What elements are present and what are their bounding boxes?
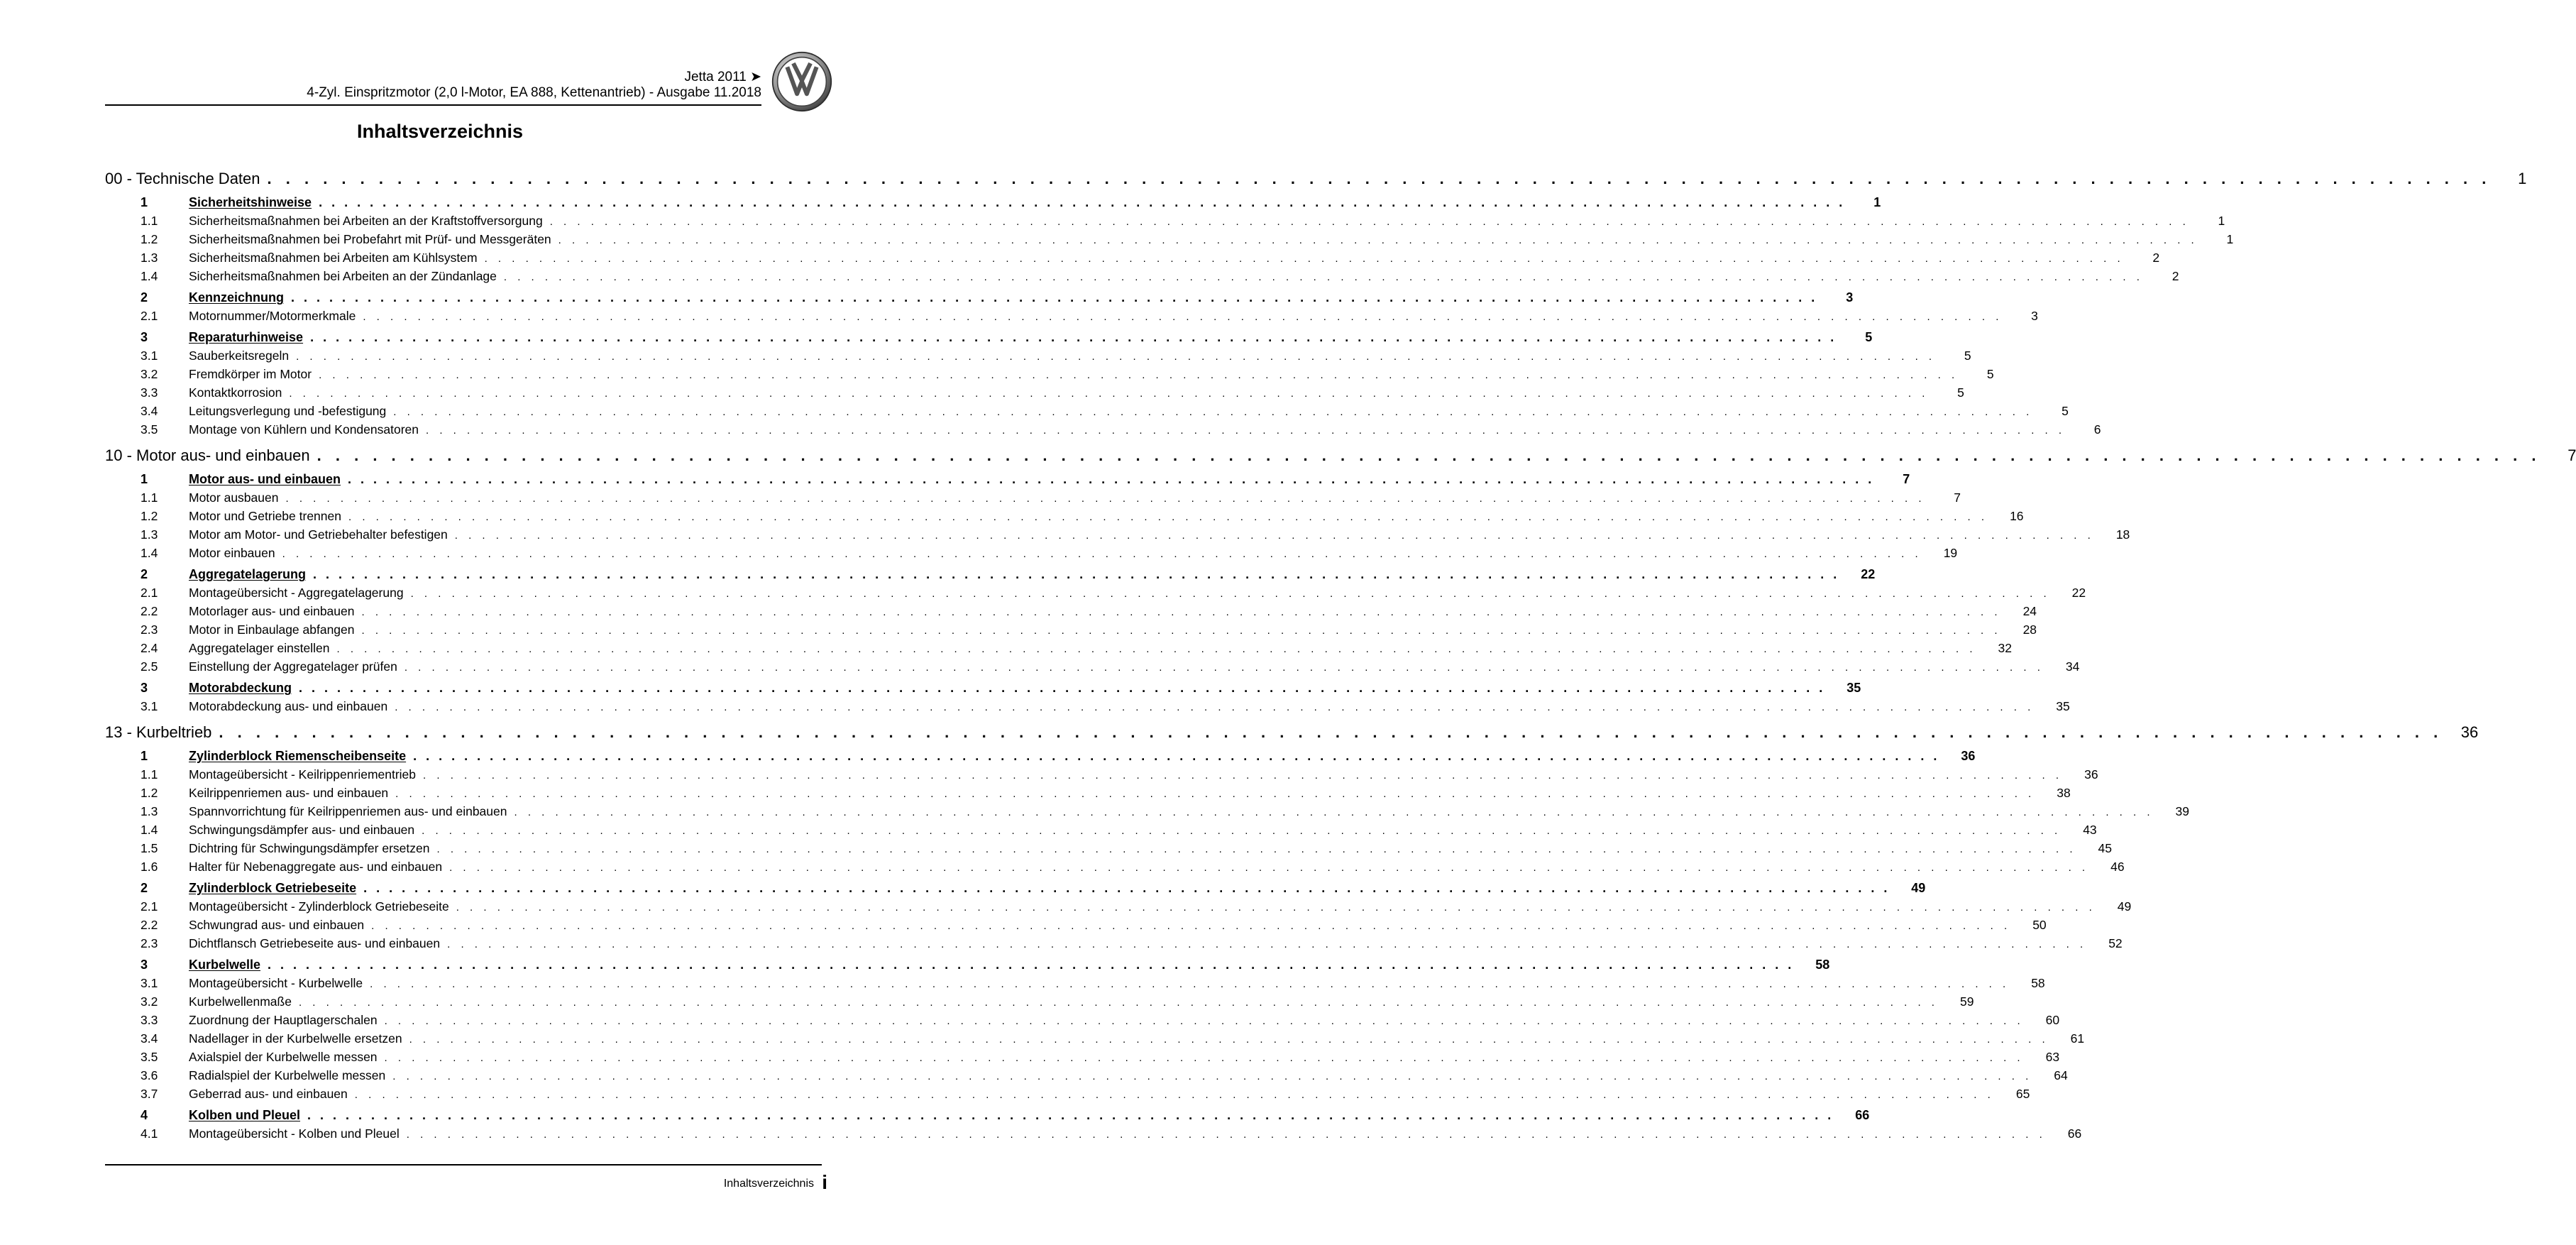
toc-dot-leader: . . . . . . . . . . . . . . . . . . . . . . . . . . . . . . . . . . . . . . . . . . . . . . . . . . . . . . . . . . . . . . . . . . . . . . . . . . . . . . . . . . . . . . . . . . . . . . . . . . . . . . . . . . . . . . . . . . . . . . . . [282,548,1922,560]
toc-subsection-row[interactable] [105,784,2071,802]
toc-dot-leader: . . . . . . . . . . . . . . . . . . . . . . . . . . . . . . . . . . . . . . . . . . . . . . . . . . . . . . . . . . . . . . . . . . . . . . . . . . . . . . . . . . . . . . . . . . . . . . . . . . . . . . . . . . . . . . . . . . . . . . . . [361,606,2002,618]
toc-entry-title: Fremdkörper im Motor [189,367,312,381]
toc-entry-number: 3.2 [141,367,158,381]
toc-entry-title: Motorlager aus- und einbauen [189,604,355,618]
toc-entry-number: 3.6 [141,1068,158,1082]
toc-subsection-row[interactable] [105,657,2080,676]
toc-subsection-row[interactable] [105,420,2101,439]
toc-dot-leader: . . . . . . . . . . . . . . . . . . . . . . . . . . . . . . . . . . . . . . . . . . . . . . . . . . . . . . . . . . . . . . . . . . . . . . . . . . . . . . . . . . . . . . . . . . . . . . . . . . . . . . . . . . . . . . . . . . . . . . . . [313,567,1840,581]
toc-entry-title: Zylinderblock Getriebeseite [189,881,357,895]
toc-section-row[interactable] [105,193,1881,212]
toc-entry-title: Sicherheitsmaßnahmen bei Arbeiten an der Kraftstoffversorgung [189,214,543,228]
toc-dot-leader: . . . . . . . . . . . . . . . . . . . . . . . . . . . . . . . . . . . . . . . . . . . . . . . . . . . . . . . . . . . . . . . . . . . . . . . . . . . . . . . . . . . . . . . . . . . . . . . . . . . . . . . . . . . . . . . . . . . . . . . . [558,234,2198,246]
toc-dot-leader: . . . . . . . . . . . . . . . . . . . . . . . . . . . . . . . . . . . . . . . . . . . . . . . . . . . . . . . . . . . . . . . . . . . . . . . . . . . . . . . . . . . . . . . . . . . . . . . . . . . . . . . . . . . . . . . . . . . . . . . . [423,769,2063,781]
toc-dot-leader: . . . . . . . . . . . . . . . . . . . . . . . . . . . . . . . . . . . . . . . . . . . . . . . . . . . . . . . . . . . . . . . . . . . . . . . . . . . . . . . . . . . . . . . . . . . . . . . . . . . . . . . . . . . . . . . . . . . . . . . . [395,788,2035,800]
toc-subsection-row[interactable] [105,1029,2085,1048]
toc-section-row[interactable] [105,328,1873,346]
toc-dot-leader: . . . . . . . . . . . . . . . . . . . . . . . . . . . . . . . . . . . . . . . . . . . . . . . . . . . . . . . . . . . . . . . . . . . . . . . . . . . . . . . . . . . . . . . . . . . . . . . . . . . . . . . . . . . . . . . . . . . . . . . . [361,625,2002,637]
toc-entry-title: Zylinderblock Riemenscheibenseite [189,749,407,763]
toc-subsection-row[interactable] [105,1011,2060,1029]
toc-entry-title: Axialspiel der Kurbelwelle messen [189,1050,378,1064]
toc-entry-number: 1.5 [141,841,158,855]
toc-dot-leader: . . . . . . . . . . . . . . . . . . . . . . . . . . . . . . . . . . . . . . . . . . . . . . . . . . . . . . . . . . . . . . . . . . . . . . . . . . . . . . . . . . . . . . . . . . . . . . . . . . . . . . . . . . . . . . . . . . . . . . . . [447,938,2087,950]
toc-dot-leader: . . . . . . . . . . . . . . . . . . . . . . . . . . . . . . . . . . . . . . . . . . . . . . . . . . . . . . . . . . . . . . . . . . . . . . . . . . . . . . . . . . . . . . . . . . . . . . . . . . . . . . . . . . . . . . . . . . . . . . . . [392,1070,2032,1082]
toc-entry-number: 2 [141,567,148,581]
toc-entry-number: 3.3 [141,385,158,400]
toc-entry-page: 5 [1865,330,1873,344]
toc-entry-number: 1 [141,749,148,763]
toc-entry-title: Montageübersicht - Kolben und Pleuel [189,1126,400,1141]
toc-section-row[interactable] [105,470,1910,488]
toc-subsection-row[interactable] [105,602,2037,620]
toc-entry-page: 5 [1964,349,1971,363]
toc-entry-page: 43 [2083,823,2097,837]
toc-entry-number: 3.1 [141,976,158,990]
toc-entry-number: 2 [141,290,148,305]
footer-divider [105,1164,822,1166]
toc-entry-number: 1.4 [141,823,158,837]
toc-dot-leader: . . . . . . . . . . . . . . . . . . . . . . . . . . . . . . . . . . . . . . . . . . . . . . . . . . . . . . . . . . . . . . . . . . . . . . . . . . . . . . . . . . . . . . . . . . . . . . . . . . . . . . . . . . . . . . . . . . . . . . . . [371,920,2011,932]
toc-subsection-row[interactable] [105,974,2045,992]
toc-entry-page: 32 [1998,641,2013,655]
toc-entry-title: Radialspiel der Kurbelwelle messen [189,1068,386,1082]
toc-dot-leader: . . . . . . . . . . . . . . . . . . . . . . . . . . . . . . . . . . . . . . . . . . . . . . . . . . . . . . . . . . . . . . . . . . . . . . . . . . . . . . . . . . . . . . . . . . . . . . . . . . . . . . . . . . . . . . . . . . . . . . . . [409,1033,2049,1046]
toc-entry-page: 35 [1846,681,1861,695]
vw-logo-icon [771,51,832,112]
toc-entry-page: 1 [2518,170,2527,187]
toc-section-row[interactable] [105,747,1976,765]
toc-entry-number: 1.3 [141,251,158,265]
toc-subsection-row[interactable] [105,897,2132,916]
toc-entry-page: 16 [2010,509,2024,523]
toc-entry-title: Motor aus- und einbauen [189,472,341,486]
toc-entry-page: 24 [2022,604,2037,618]
toc-dot-leader: . . . . . . . . . . . . . . . . . . . . . . . . . . . . . . . . . . . . . . . . . . . . . . . . . . . . . . . . . . . . . . . . . . . . . . . . . . . . . . . . . . . . . . . . . . . . . . . . . . . . . . . . . . . . . . . . . . . . . . . . [426,424,2066,437]
toc-entry-number: 3.2 [141,994,158,1009]
toc-entry-number: 3 [141,958,148,972]
toc-subsection-row[interactable] [105,1085,2030,1103]
toc-entry-page: 36 [1961,749,1976,763]
toc-entry-page: 49 [1911,881,1926,895]
toc-entry-number: 2.3 [141,936,158,950]
toc-subsection-row[interactable] [105,620,2037,639]
toc-entry-page: 2 [2152,251,2160,265]
toc-entry-number: 2 [141,881,148,895]
toc-entry-page: 49 [2117,899,2132,914]
toc-entry-title: Montageübersicht - Keilrippenriementrieb [189,767,417,781]
toc-subsection-row[interactable] [105,488,1961,507]
toc-subsection-row[interactable] [105,346,1971,365]
toc-entry-number: 2.1 [141,586,158,600]
toc-entry-title: 00 - Technische Daten [105,170,260,187]
toc-entry-page: 39 [2175,804,2190,818]
toc-entry-number: 1.2 [141,509,158,523]
toc-entry-title: Kurbelwelle [189,958,261,972]
toc-entry-title: Motor am Motor- und Getriebehalter befestigen [189,527,448,542]
header-subtitle: 4-Zyl. Einspritzmotor (2,0 l-Motor, EA 888, Kettenantrieb) - Ausgabe 11.2018 [307,85,761,100]
toc-dot-leader: . . . . . . . . . . . . . . . . . . . . . . . . . . . . . . . . . . . . . . . . . . . . . . . . . . . . . . . . . . . . . . . . . . . . . . . . . . . . . . . . . . . . . . . . . . . . . . . . . . . . . . . . . . . . . . . . . . . . . . . . [299,681,1826,695]
toc-entry-page: 2 [2172,269,2179,283]
toc-entry-page: 59 [1960,994,1974,1009]
toc-entry-title: Sicherheitsmaßnahmen bei Probefahrt mit Prüf- und Messgeräten [189,232,551,246]
toc-entry-number: 3.4 [141,404,158,418]
toc-dot-leader: . . . . . . . . . . . . . . . . . . . . . . . . . . . . . . . . . . . . . . . . . . . . . . . . . . . . . . . . . . . . . . . . . . . . . . . . . . . . . . . . . . . . . . . . . . . . . . . . . . . . . . . . . . . . . . . . . . . . . . . . [454,530,2095,542]
toc-entry-number: 2.4 [141,641,158,655]
toc-entry-number: 2.2 [141,918,158,932]
toc-entry-page: 3 [2031,309,2038,323]
toc-entry-title: Montageübersicht - Aggregatelagerung [189,586,404,600]
toc-entry-title: Schwingungsdämpfer aus- und einbauen [189,823,415,837]
toc-entry-title: Motorabdeckung aus- und einbauen [189,699,388,713]
toc-entry-page: 63 [2045,1050,2060,1064]
toc-subsection-row[interactable] [105,1048,2060,1066]
toc-dot-leader: . . . . . . . . . . . . . . . . . . . . . . . . . . . . . . . . . . . . . . . . . . . . . . . . . . . . . . . . . . . . . . . . . . . . . . . . . . . . . . . . . . . . . . . . . . . . . . . . . . . . . . . . . . . . . . . . . . . . . . . . [370,978,2010,990]
toc-entry-page: 35 [2056,699,2070,713]
toc-subsection-row[interactable] [105,402,2069,420]
toc-chapter-row[interactable] [105,444,2576,467]
toc-dot-leader: . . . . . . . . . . . . . . . . . . . . . . . . . . . . . . . . . . . . . . . . . . . . . . . . . . . . . . . . . . . . . . . . . . . . . . . . . . . . . . . . . . . . . . . . . . . . . . . . . . . . . . . . . . . . . . . . . . . . . . . . [436,843,2077,855]
table-of-contents [105,168,2576,1143]
toc-entry-page: 65 [2015,1087,2030,1101]
toc-dot-leader: . . . . . . . . . . . . . . . . . . . . . . . . . . . . . . . . . . . . . . . . . . . . . . . . . . . . . . . . . . . . . . . . . . . . . . . . . . . . . . . . . . . . . . . . . . . . . . . . . . . . . . . . . . . . . . . . . . . . . . . . [319,195,1846,209]
toc-section-row[interactable] [105,679,1861,697]
toc-dot-leader: . . . . . . . . . . . . . . . . . . . . . . . . . . . . . . . . . . . . . . . . . . . . . . . . . . . . . . . . . . . . . . . . . . . . . . . . . . . . . . . . . . . . . . . . . . . . . . . . . . . . . . . . . . . . . . . . . . . . . . . . [514,806,2154,818]
toc-entry-number: 1.3 [141,804,158,818]
toc-entry-page: 7 [1954,490,1961,505]
toc-dot-leader: . . . . . . . . . . . . . . . . . . . . . . . . . . . . . . . . . . . . . . . . . . . . . . . . . . . . . . . . . . . . . . . . . . . . . . . . . . . . . . . . . . . . . . . . . . . . . . . . . . . . . . . . . . . . . . . . . . . . . . . . [336,643,1977,655]
toc-entry-number: 1.1 [141,214,158,228]
toc-entry-title: Motor ausbauen [189,490,279,505]
toc-subsection-row[interactable] [105,916,2047,934]
toc-entry-page: 60 [2045,1013,2060,1027]
toc-entry-page: 66 [1855,1108,1870,1122]
toc-entry-page: 5 [1986,367,1994,381]
toc-dot-leader: . . . . . . . . . . . . . . . . . . . . . . . . . . . . . . . . . . . . . . . . . . . . . . . . . . . . . . . . . . . . . . . . . . . . . . . . . . . . . . . . . . . . . . . . . . . . . . . . . . . . . . . . . . . . . . . . . . . . . . . . [404,662,2044,674]
toc-entry-page: 22 [2071,586,2086,600]
toc-entry-number: 2.5 [141,659,158,674]
toc-dot-leader: . . . . . . . . . . . . . . . . . . . . . . . . . . . . . . . . . . . . . . . . . . . . . . . . . . . . . . . . . . . . . . . . . . . . . . . . . . . . . . . . . . . . . . . . . . . . . . . . . . . . . . . . . . . . . . . . . . . . . . . . [456,901,2096,914]
toc-chapter-row[interactable] [105,721,2479,744]
toc-subsection-row[interactable] [105,1124,2082,1143]
toc-entry-title: 13 - Kurbeltrieb [105,723,212,741]
toc-entry-title: Dichtflansch Getriebeseite aus- und einbauen [189,936,441,950]
toc-entry-number: 3.5 [141,422,158,437]
toc-subsection-row[interactable] [105,230,2234,248]
toc-entry-page: 7 [2567,446,2576,464]
toc-entry-page: 1 [2218,214,2225,228]
toc-entry-title: Keilrippenriemen aus- und einbauen [189,786,389,800]
toc-entry-page: 1 [2226,232,2234,246]
header-divider [105,104,761,106]
toc-subsection-row[interactable] [105,697,2070,715]
toc-entry-number: 3.5 [141,1050,158,1064]
toc-entry-page: 5 [2062,404,2069,418]
toc-entry-title: Motor einbauen [189,546,275,560]
page-header [105,70,761,101]
toc-entry-page: 45 [2098,841,2113,855]
toc-entry-number: 1 [141,472,148,486]
toc-section-row[interactable] [105,288,1854,307]
toc-dot-leader: . . . . . . . . . . . . . . . . . . . . . . . . . . . . . . . . . . . . . . . . . . . . . . . . . . . . . . . . . . . . . . . . . . . . . . . . . . . . . . . . . . . . . . . . . . . . . . . . . . . . . . . . . . . . . . . . . . . . . . . . [348,472,1875,486]
toc-entry-title: Montageübersicht - Zylinderblock Getriebeseite [189,899,449,914]
toc-entry-page: 3 [1846,290,1854,305]
toc-entry-number: 4.1 [141,1126,158,1141]
toc-dot-leader: . . . . . . . . . . . . . . . . . . . . . . . . . . . . . . . . . . . . . . . . . . . . . . . . . . . . . . . . . . . . . . . . . . . . . . . . . . . . . . . . . . . . . . . . . . . . . . . . . . . . . . . . . . . . . . . . . . . . . . . . [219,723,2443,741]
toc-entry-number: 3.1 [141,699,158,713]
toc-entry-title: Leitungsverlegung und -befestigung [189,404,387,418]
toc-entry-title: Halter für Nebenaggregate aus- und einbauen [189,860,443,874]
toc-section-row[interactable] [105,955,1830,974]
toc-subsection-row[interactable] [105,765,2098,784]
toc-dot-leader: . . . . . . . . . . . . . . . . . . . . . . . . . . . . . . . . . . . . . . . . . . . . . . . . . . . . . . . . . . . . . . . . . . . . . . . . . . . . . . . . . . . . . . . . . . . . . . . . . . . . . . . . . . . . . . . . . . . . . . . . [395,701,2035,713]
toc-entry-page: 5 [1957,385,1964,400]
toc-dot-leader: . . . . . . . . . . . . . . . . . . . . . . . . . . . . . . . . . . . . . . . . . . . . . . . . . . . . . . . . . . . . . . . . . . . . . . . . . . . . . . . . . . . . . . . . . . . . . . . . . . . . . . . . . . . . . . . . . . . . . . . . [484,253,2125,265]
toc-subsection-row[interactable] [105,248,2160,267]
toc-entry-page: 34 [2065,659,2080,674]
toc-subsection-row[interactable] [105,802,2190,821]
toc-entry-number: 1.4 [141,269,158,283]
footer-page-number: i [822,1171,827,1193]
toc-entry-page: 36 [2084,767,2098,781]
toc-entry-title: Motornummer/Motormerkmale [189,309,356,323]
toc-entry-title: Sicherheitshinweise [189,195,312,209]
toc-entry-number: 1.1 [141,767,158,781]
toc-entry-page: 52 [2108,936,2123,950]
toc-entry-title: Sicherheitsmaßnahmen bei Arbeiten am Kühlsystem [189,251,478,265]
toc-section-row[interactable] [105,879,1926,897]
toc-subsection-row[interactable] [105,525,2130,544]
toc-heading: Inhaltsverzeichnis [356,121,524,142]
toc-entry-title: Reparaturhinweise [189,330,304,344]
toc-entry-page: 58 [2031,976,2045,990]
toc-subsection-row[interactable] [105,267,2179,285]
toc-subsection-row[interactable] [105,544,1958,562]
toc-entry-page: 6 [2093,422,2101,437]
header-title: Jetta 2011 ➤ [684,70,761,84]
toc-subsection-row[interactable] [105,212,2225,230]
toc-entry-title: Kurbelwellenmaße [189,994,292,1009]
toc-chapter-row[interactable] [105,168,2527,190]
toc-entry-page: 28 [2022,622,2037,637]
toc-dot-leader: . . . . . . . . . . . . . . . . . . . . . . . . . . . . . . . . . . . . . . . . . . . . . . . . . . . . . . . . . . . . . . . . . . . . . . . . . . . . . . . . . . . . . . . . . . . . . . . . . . . . . . . . . . . . . . . . . . . . . . . . [289,388,1929,400]
toc-subsection-row[interactable] [105,839,2113,857]
toc-dot-leader: . . . . . . . . . . . . . . . . . . . . . . . . . . . . . . . . . . . . . . . . . . . . . . . . . . . . . . . . . . . . . . . . . . . . . . . . . . . . . . . . . . . . . . . . . . . . . . . . . . . . . . . . . . . . . . . . . . . . . . . . [267,170,2492,187]
toc-entry-number: 2.3 [141,622,158,637]
toc-entry-number: 3.4 [141,1031,158,1046]
toc-entry-number: 3 [141,681,148,695]
toc-subsection-row[interactable] [105,821,2097,839]
toc-entry-number: 2.1 [141,899,158,914]
toc-entry-page: 58 [1815,958,1830,972]
toc-subsection-row[interactable] [105,639,2013,657]
toc-entry-page: 1 [1873,195,1881,209]
toc-entry-number: 4 [141,1108,148,1122]
toc-dot-leader: . . . . . . . . . . . . . . . . . . . . . . . . . . . . . . . . . . . . . . . . . . . . . . . . . . . . . . . . . . . . . . . . . . . . . . . . . . . . . . . . . . . . . . . . . . . . . . . . . . . . . . . . . . . . . . . . . . . . . . . . [298,997,1939,1009]
toc-entry-page: 61 [2070,1031,2085,1046]
toc-dot-leader: . . . . . . . . . . . . . . . . . . . . . . . . . . . . . . . . . . . . . . . . . . . . . . . . . . . . . . . . . . . . . . . . . . . . . . . . . . . . . . . . . . . . . . . . . . . . . . . . . . . . . . . . . . . . . . . . . . . . . . . . [363,311,2003,323]
toc-entry-page: 19 [1943,546,1958,560]
toc-entry-title: Montage von Kühlern und Kondensatoren [189,422,419,437]
toc-dot-leader: . . . . . . . . . . . . . . . . . . . . . . . . . . . . . . . . . . . . . . . . . . . . . . . . . . . . . . . . . . . . . . . . . . . . . . . . . . . . . . . . . . . . . . . . . . . . . . . . . . . . . . . . . . . . . . . . . . . . . . . . [449,862,2089,874]
toc-entry-title: Aggregatelager einstellen [189,641,330,655]
toc-dot-leader: . . . . . . . . . . . . . . . . . . . . . . . . . . . . . . . . . . . . . . . . . . . . . . . . . . . . . . . . . . . . . . . . . . . . . . . . . . . . . . . . . . . . . . . . . . . . . . . . . . . . . . . . . . . . . . . . . . . . . . . . [503,271,2144,283]
toc-entry-page: 38 [2057,786,2071,800]
toc-entry-title: Aggregatelagerung [189,567,307,581]
toc-entry-number: 1.2 [141,786,158,800]
toc-entry-number: 2.2 [141,604,158,618]
toc-entry-title: Dichtring für Schwingungsdämpfer ersetzen [189,841,430,855]
toc-entry-page: 64 [2054,1068,2068,1082]
toc-entry-title: Geberrad aus- und einbauen [189,1087,348,1101]
toc-entry-number: 1.2 [141,232,158,246]
toc-entry-title: Nadellager in der Kurbelwelle ersetzen [189,1031,402,1046]
toc-entry-title: 10 - Motor aus- und einbauen [105,446,310,464]
toc-entry-number: 3.7 [141,1087,158,1101]
toc-dot-leader: . . . . . . . . . . . . . . . . . . . . . . . . . . . . . . . . . . . . . . . . . . . . . . . . . . . . . . . . . . . . . . . . . . . . . . . . . . . . . . . . . . . . . . . . . . . . . . . . . . . . . . . . . . . . . . . . . . . . . . . . [296,351,1936,363]
toc-dot-leader: . . . . . . . . . . . . . . . . . . . . . . . . . . . . . . . . . . . . . . . . . . . . . . . . . . . . . . . . . . . . . . . . . . . . . . . . . . . . . . . . . . . . . . . . . . . . . . . . . . . . . . . . . . . . . . . . . . . . . . . . [319,369,1959,381]
toc-entry-title: Kennzeichnung [189,290,284,305]
toc-subsection-row[interactable] [105,934,2123,953]
toc-entry-page: 66 [2067,1126,2082,1141]
toc-dot-leader: . . . . . . . . . . . . . . . . . . . . . . . . . . . . . . . . . . . . . . . . . . . . . . . . . . . . . . . . . . . . . . . . . . . . . . . . . . . . . . . . . . . . . . . . . . . . . . . . . . . . . . . . . . . . . . . . . . . . . . . . [384,1015,2025,1027]
toc-entry-page: 18 [2115,527,2130,542]
toc-entry-number: 1.4 [141,546,158,560]
toc-entry-title: Motor in Einbaulage abfangen [189,622,355,637]
toc-subsection-row[interactable] [105,857,2125,876]
toc-subsection-row[interactable] [105,365,1994,383]
toc-dot-leader: . . . . . . . . . . . . . . . . . . . . . . . . . . . . . . . . . . . . . . . . . . . . . . . . . . . . . . . . . . . . . . . . . . . . . . . . . . . . . . . . . . . . . . . . . . . . . . . . . . . . . . . . . . . . . . . . . . . . . . . . [422,825,2062,837]
toc-section-row[interactable] [105,1106,1870,1124]
toc-entry-number: 1.1 [141,490,158,505]
toc-entry-page: 22 [1861,567,1876,581]
toc-entry-title: Montageübersicht - Kurbelwelle [189,976,363,990]
toc-subsection-row[interactable] [105,583,2086,602]
toc-dot-leader: . . . . . . . . . . . . . . . . . . . . . . . . . . . . . . . . . . . . . . . . . . . . . . . . . . . . . . . . . . . . . . . . . . . . . . . . . . . . . . . . . . . . . . . . . . . . . . . . . . . . . . . . . . . . . . . . . . . . . . . . [413,749,1940,763]
toc-entry-title: Kontaktkorrosion [189,385,282,400]
toc-entry-number: 2.1 [141,309,158,323]
toc-entry-title: Einstellung der Aggregatelager prüfen [189,659,397,674]
toc-dot-leader: . . . . . . . . . . . . . . . . . . . . . . . . . . . . . . . . . . . . . . . . . . . . . . . . . . . . . . . . . . . . . . . . . . . . . . . . . . . . . . . . . . . . . . . . . . . . . . . . . . . . . . . . . . . . . . . . . . . . . . . . [363,881,1890,895]
toc-entry-number: 3 [141,330,148,344]
toc-dot-leader: . . . . . . . . . . . . . . . . . . . . . . . . . . . . . . . . . . . . . . . . . . . . . . . . . . . . . . . . . . . . . . . . . . . . . . . . . . . . . . . . . . . . . . . . . . . . . . . . . . . . . . . . . . . . . . . . . . . . . . . . [410,588,2051,600]
toc-entry-page: 46 [2110,860,2125,874]
toc-subsection-row[interactable] [105,307,2038,325]
toc-entry-page: 7 [1903,472,1910,486]
toc-entry-page: 50 [2032,918,2047,932]
toc-dot-leader: . . . . . . . . . . . . . . . . . . . . . . . . . . . . . . . . . . . . . . . . . . . . . . . . . . . . . . . . . . . . . . . . . . . . . . . . . . . . . . . . . . . . . . . . . . . . . . . . . . . . . . . . . . . . . . . . . . . . . . . . [285,493,1926,505]
toc-entry-title: Sauberkeitsregeln [189,349,290,363]
toc-dot-leader: . . . . . . . . . . . . . . . . . . . . . . . . . . . . . . . . . . . . . . . . . . . . . . . . . . . . . . . . . . . . . . . . . . . . . . . . . . . . . . . . . . . . . . . . . . . . . . . . . . . . . . . . . . . . . . . . . . . . . . . . [549,216,2190,228]
toc-entry-title: Kolben und Pleuel [189,1108,301,1122]
toc-entry-title: Schwungrad aus- und einbauen [189,918,365,932]
toc-dot-leader: . . . . . . . . . . . . . . . . . . . . . . . . . . . . . . . . . . . . . . . . . . . . . . . . . . . . . . . . . . . . . . . . . . . . . . . . . . . . . . . . . . . . . . . . . . . . . . . . . . . . . . . . . . . . . . . . . . . . . . . . [307,1108,1834,1122]
toc-dot-leader: . . . . . . . . . . . . . . . . . . . . . . . . . . . . . . . . . . . . . . . . . . . . . . . . . . . . . . . . . . . . . . . . . . . . . . . . . . . . . . . . . . . . . . . . . . . . . . . . . . . . . . . . . . . . . . . . . . . . . . . . [310,330,1837,344]
toc-entry-number: 1.3 [141,527,158,542]
toc-entry-number: 3.3 [141,1013,158,1027]
toc-dot-leader: . . . . . . . . . . . . . . . . . . . . . . . . . . . . . . . . . . . . . . . . . . . . . . . . . . . . . . . . . . . . . . . . . . . . . . . . . . . . . . . . . . . . . . . . . . . . . . . . . . . . . . . . . . . . . . . . . . . . . . . . [348,511,1988,523]
toc-entry-title: Motor und Getriebe trennen [189,509,341,523]
toc-subsection-row[interactable] [105,992,1974,1011]
toc-dot-leader: . . . . . . . . . . . . . . . . . . . . . . . . . . . . . . . . . . . . . . . . . . . . . . . . . . . . . . . . . . . . . . . . . . . . . . . . . . . . . . . . . . . . . . . . . . . . . . . . . . . . . . . . . . . . . . . . . . . . . . . . [354,1089,1995,1101]
toc-dot-leader: . . . . . . . . . . . . . . . . . . . . . . . . . . . . . . . . . . . . . . . . . . . . . . . . . . . . . . . . . . . . . . . . . . . . . . . . . . . . . . . . . . . . . . . . . . . . . . . . . . . . . . . . . . . . . . . . . . . . . . . . [406,1129,2047,1141]
toc-subsection-row[interactable] [105,383,1964,402]
toc-entry-number: 1 [141,195,148,209]
toc-dot-leader: . . . . . . . . . . . . . . . . . . . . . . . . . . . . . . . . . . . . . . . . . . . . . . . . . . . . . . . . . . . . . . . . . . . . . . . . . . . . . . . . . . . . . . . . . . . . . . . . . . . . . . . . . . . . . . . . . . . . . . . . [393,406,2033,418]
toc-dot-leader: . . . . . . . . . . . . . . . . . . . . . . . . . . . . . . . . . . . . . . . . . . . . . . . . . . . . . . . . . . . . . . . . . . . . . . . . . . . . . . . . . . . . . . . . . . . . . . . . . . . . . . . . . . . . . . . . . . . . . . . . [291,290,1818,305]
toc-entry-page: 36 [2460,723,2479,741]
toc-section-row[interactable] [105,565,1876,583]
toc-dot-leader: . . . . . . . . . . . . . . . . . . . . . . . . . . . . . . . . . . . . . . . . . . . . . . . . . . . . . . . . . . . . . . . . . . . . . . . . . . . . . . . . . . . . . . . . . . . . . . . . . . . . . . . . . . . . . . . . . . . . . . . . [317,446,2541,464]
toc-entry-title: Zuordnung der Hauptlagerschalen [189,1013,378,1027]
toc-subsection-row[interactable] [105,507,2024,525]
toc-dot-leader: . . . . . . . . . . . . . . . . . . . . . . . . . . . . . . . . . . . . . . . . . . . . . . . . . . . . . . . . . . . . . . . . . . . . . . . . . . . . . . . . . . . . . . . . . . . . . . . . . . . . . . . . . . . . . . . . . . . . . . . . [384,1052,2025,1064]
toc-entry-number: 1.6 [141,860,158,874]
toc-entry-title: Sicherheitsmaßnahmen bei Arbeiten an der Zündanlage [189,269,497,283]
toc-entry-number: 3.1 [141,349,158,363]
toc-dot-leader: . . . . . . . . . . . . . . . . . . . . . . . . . . . . . . . . . . . . . . . . . . . . . . . . . . . . . . . . . . . . . . . . . . . . . . . . . . . . . . . . . . . . . . . . . . . . . . . . . . . . . . . . . . . . . . . . . . . . . . . . [268,958,1795,972]
toc-subsection-row[interactable] [105,1066,2068,1085]
toc-entry-title: Spannvorrichtung für Keilrippenriemen aus- und einbauen [189,804,507,818]
footer-label: Inhaltsverzeichnis [723,1178,814,1190]
toc-entry-title: Motorabdeckung [189,681,292,695]
